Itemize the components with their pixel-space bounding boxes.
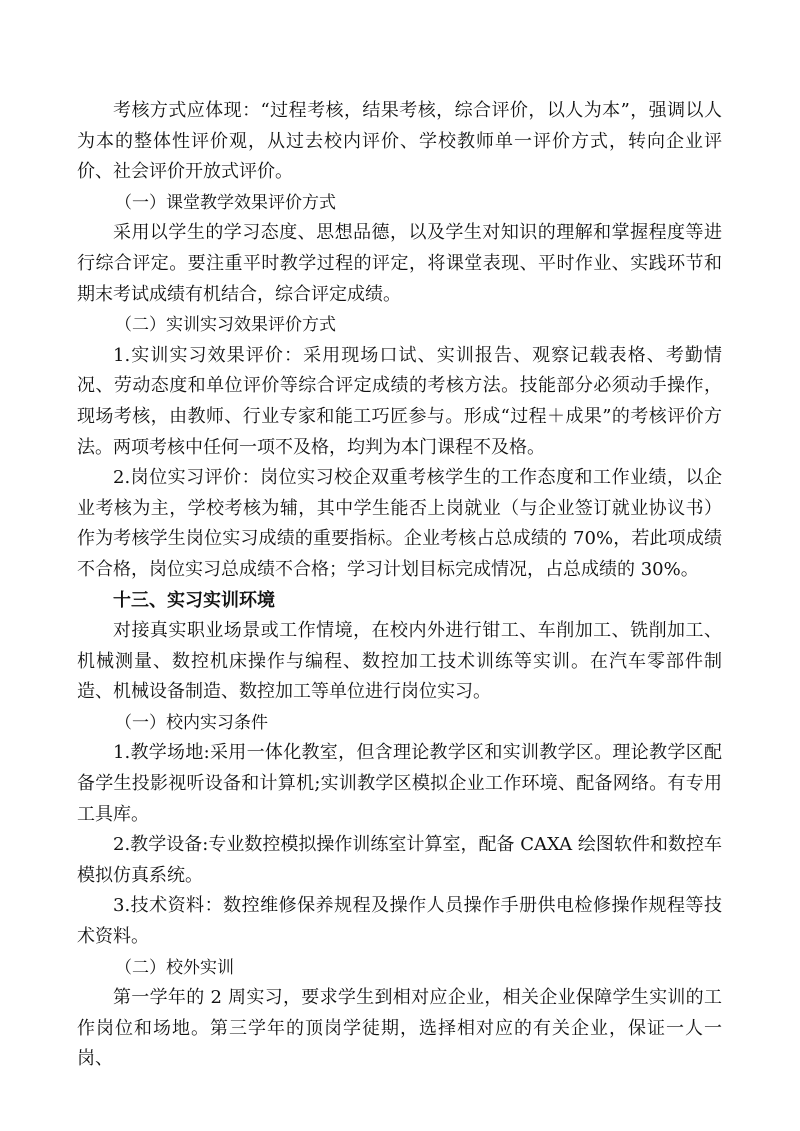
subheading-off-campus-training: （二）校外实训 (115, 957, 234, 978)
paragraph-teaching-venue: 1.教学场地:采用一体化教室，但含理论教学区和实训教学区。理论教学区配备学生投影视听设备和计算机;实训教学区模拟企业工作环境、配备网络。有专用工具库。 (77, 742, 722, 825)
section-heading-training-environment: 十三、实习实训环境 (113, 589, 275, 611)
subheading-classroom-evaluation: （一）课堂教学效果评价方式 (115, 192, 336, 213)
paragraph-training-environment: 对接真实职业场景或工作情境，在校内外进行钳工、车削加工、铣削加工、机械测量、数控机床操作与编程、数控加工技术训练等实训。在汽车零部件制造、机械设备制造、数控加工等单位进行岗位实习。 (77, 620, 722, 703)
paragraph-post-internship-evaluation: 2.岗位实习评价：岗位实习校企双重考核学生的工作态度和工作业绩，以企业考核为主，学校考核为辅，其中学生能否上岗就业（与企业签订就业协议书）作为考核学生岗位实习成绩的重要指标。企业考核占总成绩的 70%，若此项成绩不合格，岗位实习总成绩不合格；学习计划目标完成情况，占总成绩的 30%。 (77, 467, 722, 580)
paragraph-teaching-equipment: 2.教学设备:专业数控模拟操作训练室计算室，配备 CAXA 绘图软件和数控车模拟仿真系统。 (77, 834, 722, 886)
paragraph-classroom-evaluation: 采用以学生的学习态度、思想品德，以及学生对知识的理解和掌握程度等进行综合评定。要注重平时教学过程的评定，将课堂表现、平时作业、实践环节和期末考试成绩有机结合，综合评定成绩。 (77, 222, 722, 305)
paragraph-assessment-method: 考核方式应体现：“过程考核，结果考核，综合评价，以人为本”，强调以人为本的整体性评价观，从过去校内评价、学校教师单一评价方式，转向企业评价、社会评价开放式评价。 (77, 100, 722, 183)
paragraph-training-evaluation: 1.实训实习效果评价：采用现场口试、实训报告、观察记载表格、考勤情况、劳动态度和单位评价等综合评定成绩的考核方法。技能部分必须动手操作，现场考核，由教师、行业专家和能工巧匠参与。形成“过程＋成果”的考核评价方法。两项考核中任何一项不及格，均判为本门课程不及格。 (77, 344, 722, 458)
subheading-on-campus-conditions: （一）校内实习条件 (115, 712, 268, 733)
paragraph-technical-materials: 3.技术资料：数控维修保养规程及操作人员操作手册供电检修操作规程等技术资料。 (77, 895, 722, 948)
paragraph-off-campus-training: 第一学年的 2 周实习，要求学生到相对应企业，相关企业保障学生实训的工作岗位和场地。第三学年的顶岗学徒期，选择相对应的有关企业，保证一人一岗、 (77, 987, 722, 1070)
subheading-internship-evaluation: （二）实训实习效果评价方式 (115, 315, 336, 336)
